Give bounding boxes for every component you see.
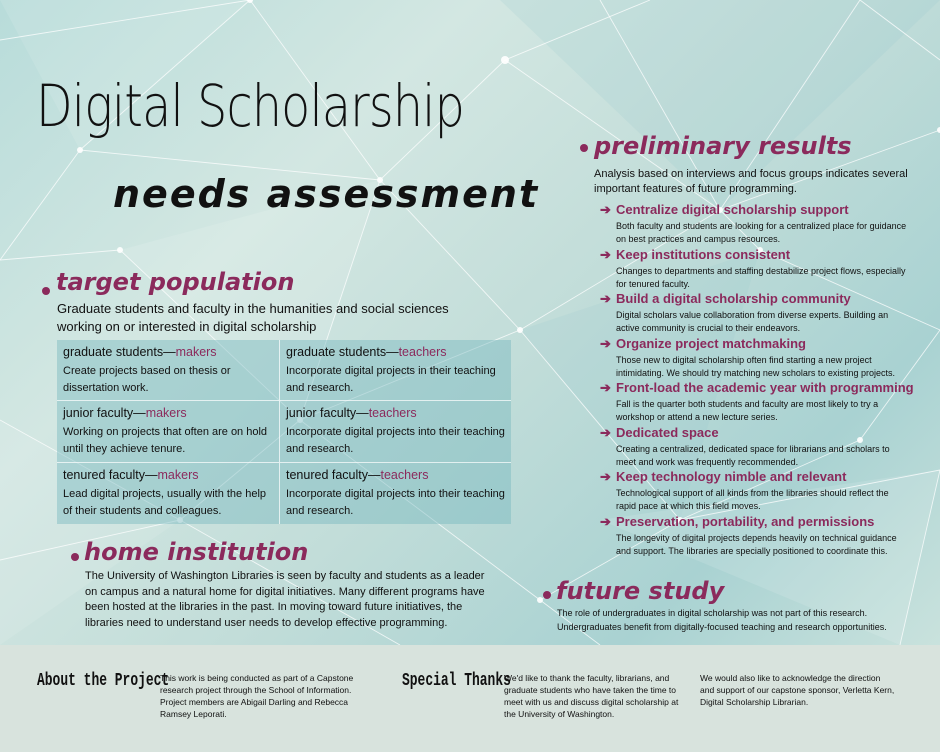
future-study-body: The role of undergraduates in digital scholarship was not part of this research. Undergraduates benefit from digitally-focused teaching and research opportunities. [557,608,887,632]
target-population-heading: target population [56,268,295,296]
cell-role: teachers [380,468,429,482]
footer [0,645,940,752]
about-heading: About the Project [37,671,170,691]
result-desc: The longevity of digital projects depends heavily on technical guidance and support. The libraries are specially positioned to coordinate this. [616,532,897,556]
cell-group: tenured faculty— [286,468,381,482]
cell-role: makers [175,345,217,359]
arrow-right-icon: ➔ [600,513,611,529]
preliminary-results-heading: preliminary results [594,132,852,160]
result-item [600,425,910,470]
result-title: Keep institutions consistent [616,246,791,262]
cell-desc: Incorporate digital projects into their teaching and research. [286,426,505,455]
result-item [600,247,910,292]
arrow-right-icon: ➔ [600,202,611,217]
cell-group: tenured faculty— [63,468,158,482]
result-title: Preservation, portability, and permissions [616,513,875,529]
arrow-right-icon: ➔ [600,335,611,351]
page-subtitle: needs assessment [113,172,540,216]
result-desc: Digital scholars value collaboration from diverse experts. Building an active community is crucial to their endeavors. [616,310,889,333]
results-list [600,202,914,558]
cell-role: teachers [368,406,417,420]
cell-desc: Create projects based on thesis or dissertation work. [63,365,231,394]
target-population-table [57,340,511,524]
result-desc: Creating a centralized, dedicated space for librarians and scholars to meet and work was frequently recommended. [616,443,890,467]
arrow-right-icon: ➔ [600,424,611,440]
home-institution-bullet [71,553,79,561]
arrow-right-icon: ➔ [600,246,611,262]
result-title: Build a digital scholarship community [616,291,851,306]
cell-desc: Incorporate digital projects in their teaching and research. [286,365,496,394]
arrow-right-icon: ➔ [600,380,611,395]
cell-desc: Lead digital projects, usually with the help of their students and colleagues. [63,488,267,517]
cell-junior-teachers [280,401,511,463]
result-item [600,380,914,425]
result-desc: Technological support of all kinds from the libraries should reflect the rapid pace at which this field moves. [616,488,889,511]
result-item [600,202,910,247]
cell-group: junior faculty— [63,406,146,420]
result-item [600,514,910,559]
thanks-heading: Special Thanks [402,671,511,691]
arrow-right-icon: ➔ [600,291,611,306]
preliminary-results-bullet [580,144,588,152]
thanks-text-2: We would also like to acknowledge the direction and support of our capstone sponsor, Verletta Kern, Digital Scholarship Librarian. [700,673,895,707]
result-title: Front-load the academic year with programming [616,380,914,395]
cell-group: graduate students— [63,345,176,359]
about-text: This work is being conducted as part of a Capstone research project through the School of Information. Project members are Abigail Darling and Rebecca Ramsey Leporati. [160,673,354,719]
result-title: Keep technology nimble and relevant [616,469,847,484]
cell-role: makers [145,406,187,420]
cell-role: makers [157,468,199,482]
cell-desc: Incorporate digital projects into their teaching and research. [286,488,505,517]
page-title: Digital Scholarship [36,72,464,140]
cell-role: teachers [398,345,447,359]
result-desc: Fall is the quarter both students and faculty are most likely to try a workshop or attend a new lecture series. [616,399,879,422]
cell-junior-makers [57,401,280,463]
result-desc: Changes to departments and staffing destabilize project flows, especially for tenured faculty. [616,265,906,289]
arrow-right-icon: ➔ [600,469,611,484]
cell-group: graduate students— [286,345,399,359]
cell-grad-teachers [280,340,511,401]
result-title: Dedicated space [616,424,719,440]
result-title: Centralize digital scholarship support [616,202,849,217]
cell-tenured-teachers [280,463,511,524]
future-study-bullet [543,591,551,599]
cell-desc: Working on projects that often are on hold until they achieve tenure. [63,426,268,455]
target-population-bullet [42,287,50,295]
result-desc: Both faculty and students are looking for a centralized place for guidance on best practices and campus resources. [616,221,907,244]
target-population-intro: Graduate students and faculty in the humanities and social sciences working on or interested in digital scholarship [57,301,449,334]
cell-tenured-makers [57,463,280,524]
result-title: Organize project matchmaking [616,335,806,351]
home-institution-heading: home institution [84,538,309,566]
result-desc: Those new to digital scholarship often find starting a new project intimidating. We should try matching new scholars to existing projects. [616,354,895,378]
result-item [600,469,910,514]
cell-group: junior faculty— [286,406,369,420]
preliminary-results-intro: Analysis based on interviews and focus groups indicates several important features of future programming. [594,168,908,195]
cell-grad-makers [57,340,280,401]
thanks-text-1: We'd like to thank the faculty, librarians, and graduate students who have taken the time to meet with us and discuss digital scholarship at the University of Washington. [504,673,679,719]
result-item [600,336,910,381]
future-study-heading: future study [556,577,725,605]
home-institution-body: The University of Washington Libraries is seen by faculty and students as a leader on campus and a natural home for digital initiatives. Many different programs have been hosted at the libraries in the past. In moving toward future initiatives, the libraries need to understand user needs to develop effective programming. [85,570,485,629]
result-item [600,291,910,336]
